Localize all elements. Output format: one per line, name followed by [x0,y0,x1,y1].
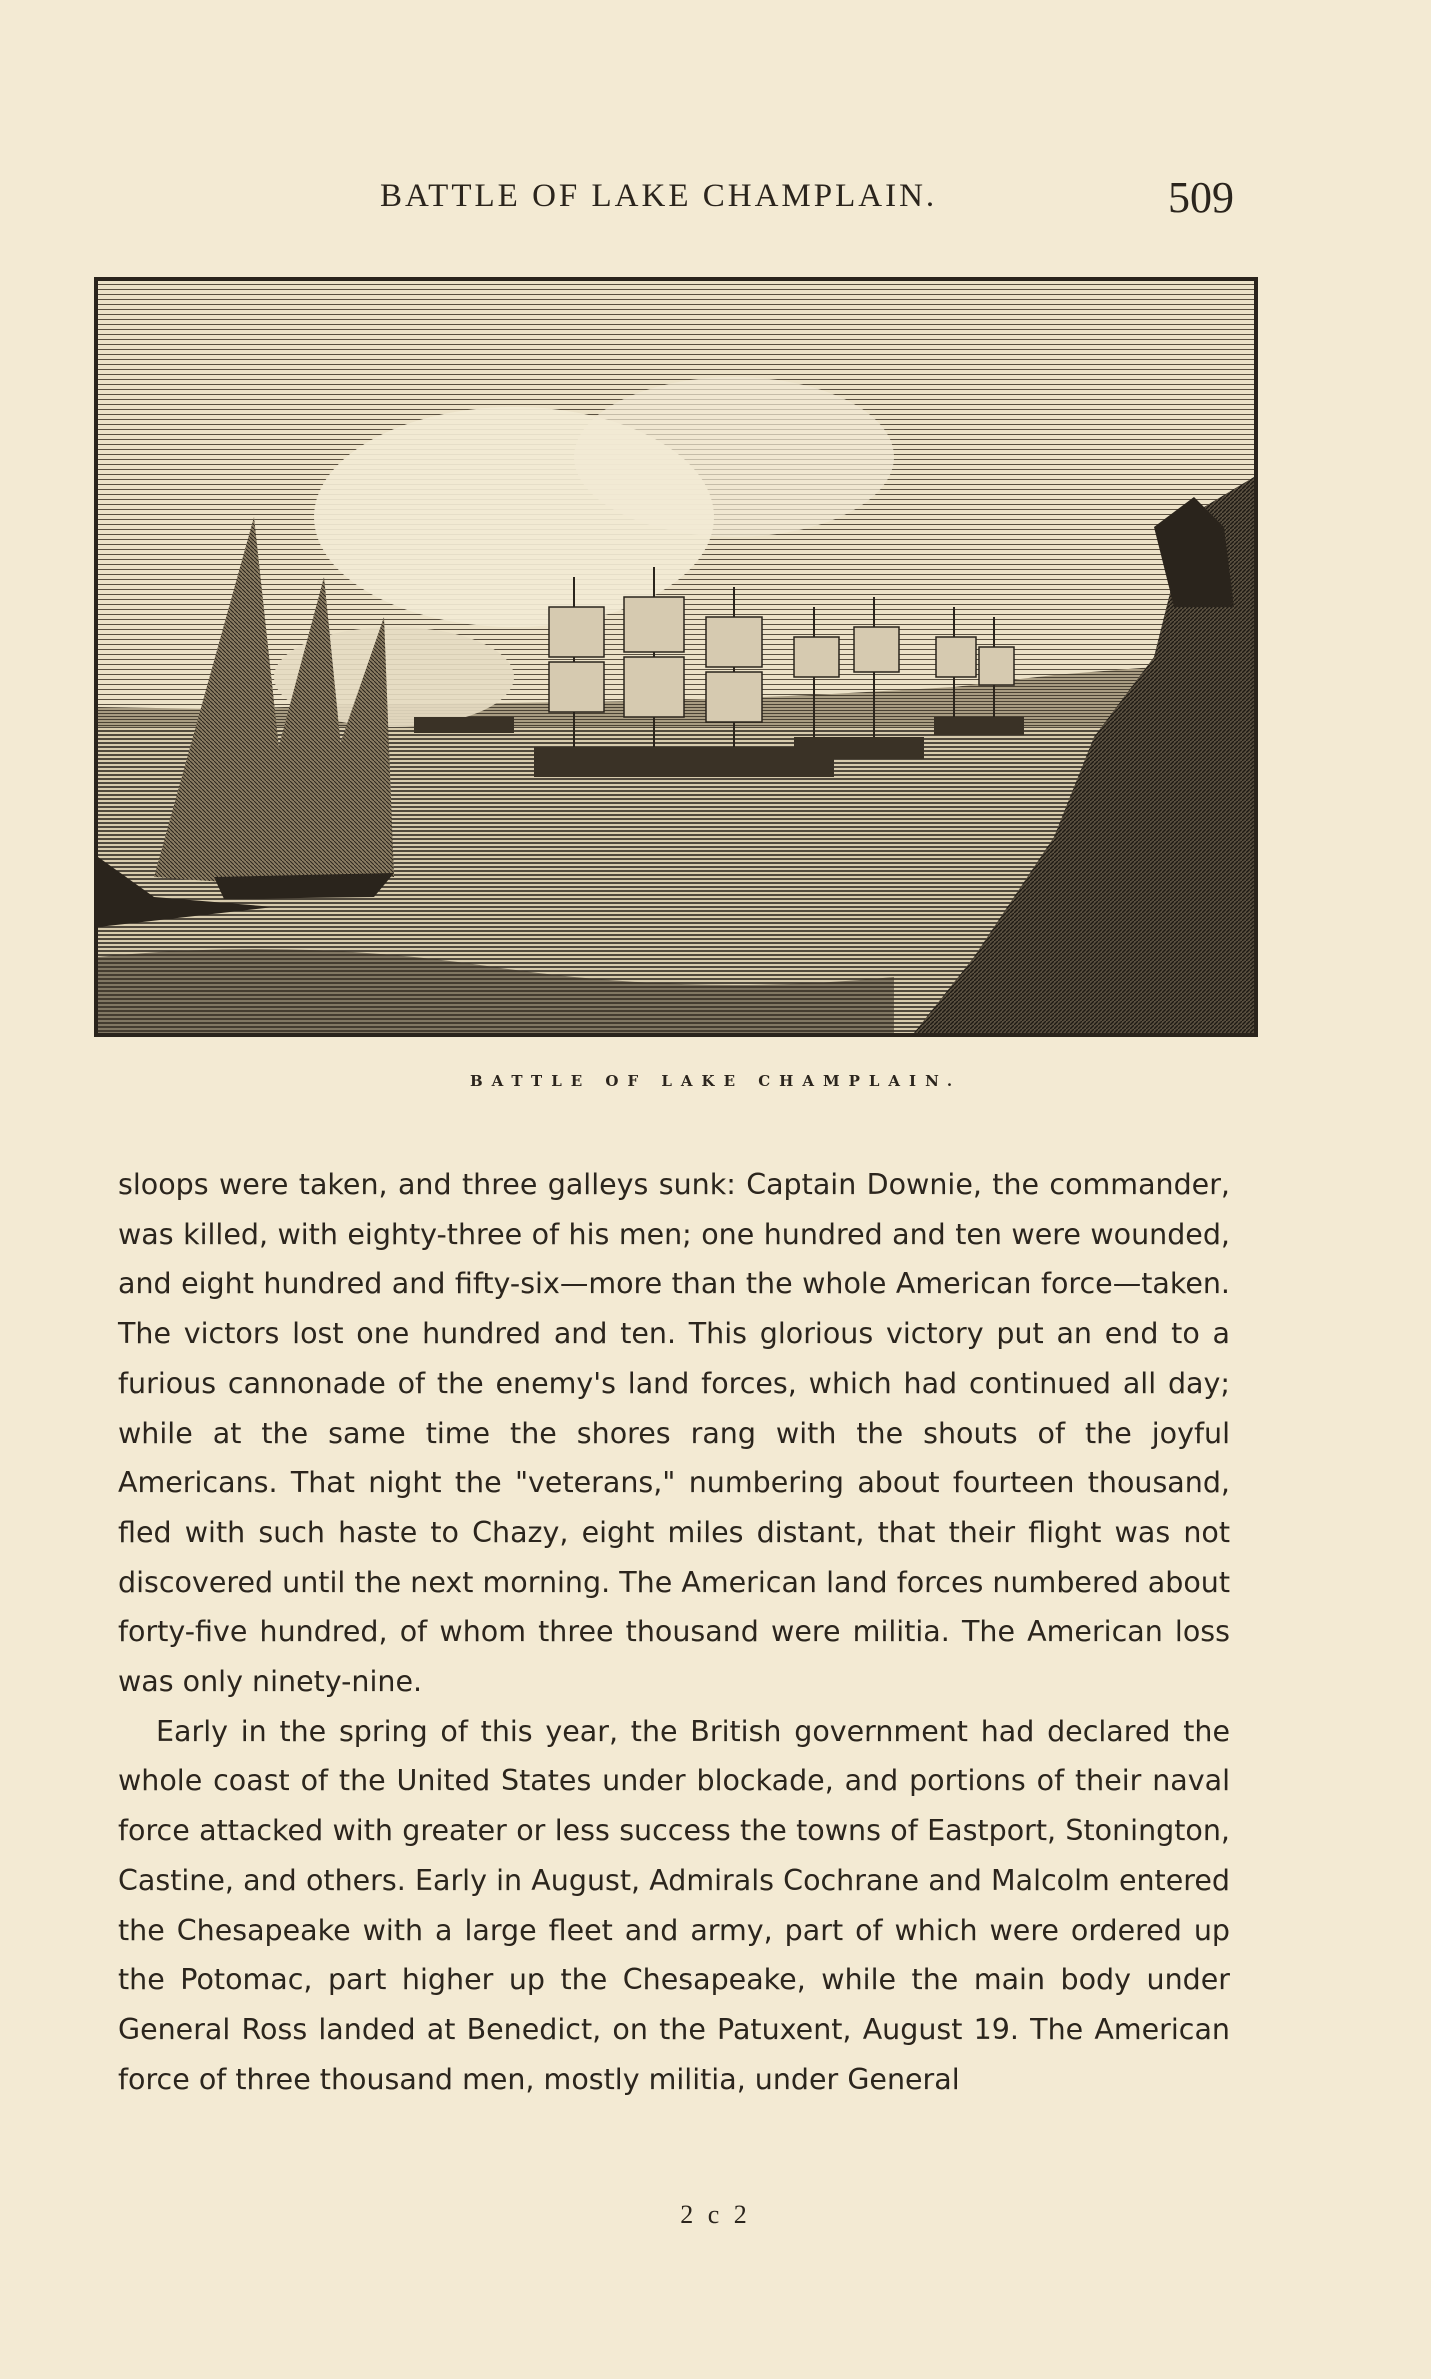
battle-engraving [94,277,1258,1037]
body-text [118,1160,1230,2104]
figure-caption: BATTLE OF LAKE CHAMPLAIN. [469,1072,962,1090]
signature-mark: 2 c 2 [680,2200,751,2229]
paragraph: Early in the spring of this year, the British government had declared the whole coast of the United States under blockade, and portions of their naval force attacked with greater or less success the towns of Eastport, Stonington, Castine, and others. Early in August, Admirals Cochrane and Malcolm entered the Chesapeake with a large fleet and army, part of which were ordered up the Potomac, part higher up the Chesapeake, while the main body under General Ross landed at Benedict, on the Patuxent, August 19. The American force of three thousand men, mostly militia, under General [118,1714,1230,2096]
page-number: 509 [1168,173,1234,222]
paragraph: sloops were taken, and three galleys sunk: Captain Downie, the commander, was killed, with eighty-three of his men; one hundred and ten were wounded, and eight hundred and fifty-six—more than the whole American force—taken. The victors lost one hundred and ten. This glorious victory put an end to a furious cannonade of the enemy's land forces, which had continued all day; while at the same time the shores rang with the shouts of the joyful Americans. That night the "veterans," numbering about fourteen thousand, fled with such haste to Chazy, eight miles distant, that their flight was not discovered until the next morning. The American land forces numbered about forty-five hundred, of whom three thousand were militia. The American loss was only ninety-nine. [118,1168,1230,1699]
running-title: BATTLE OF LAKE CHAMPLAIN. [380,178,938,214]
running-head [0,172,1431,228]
